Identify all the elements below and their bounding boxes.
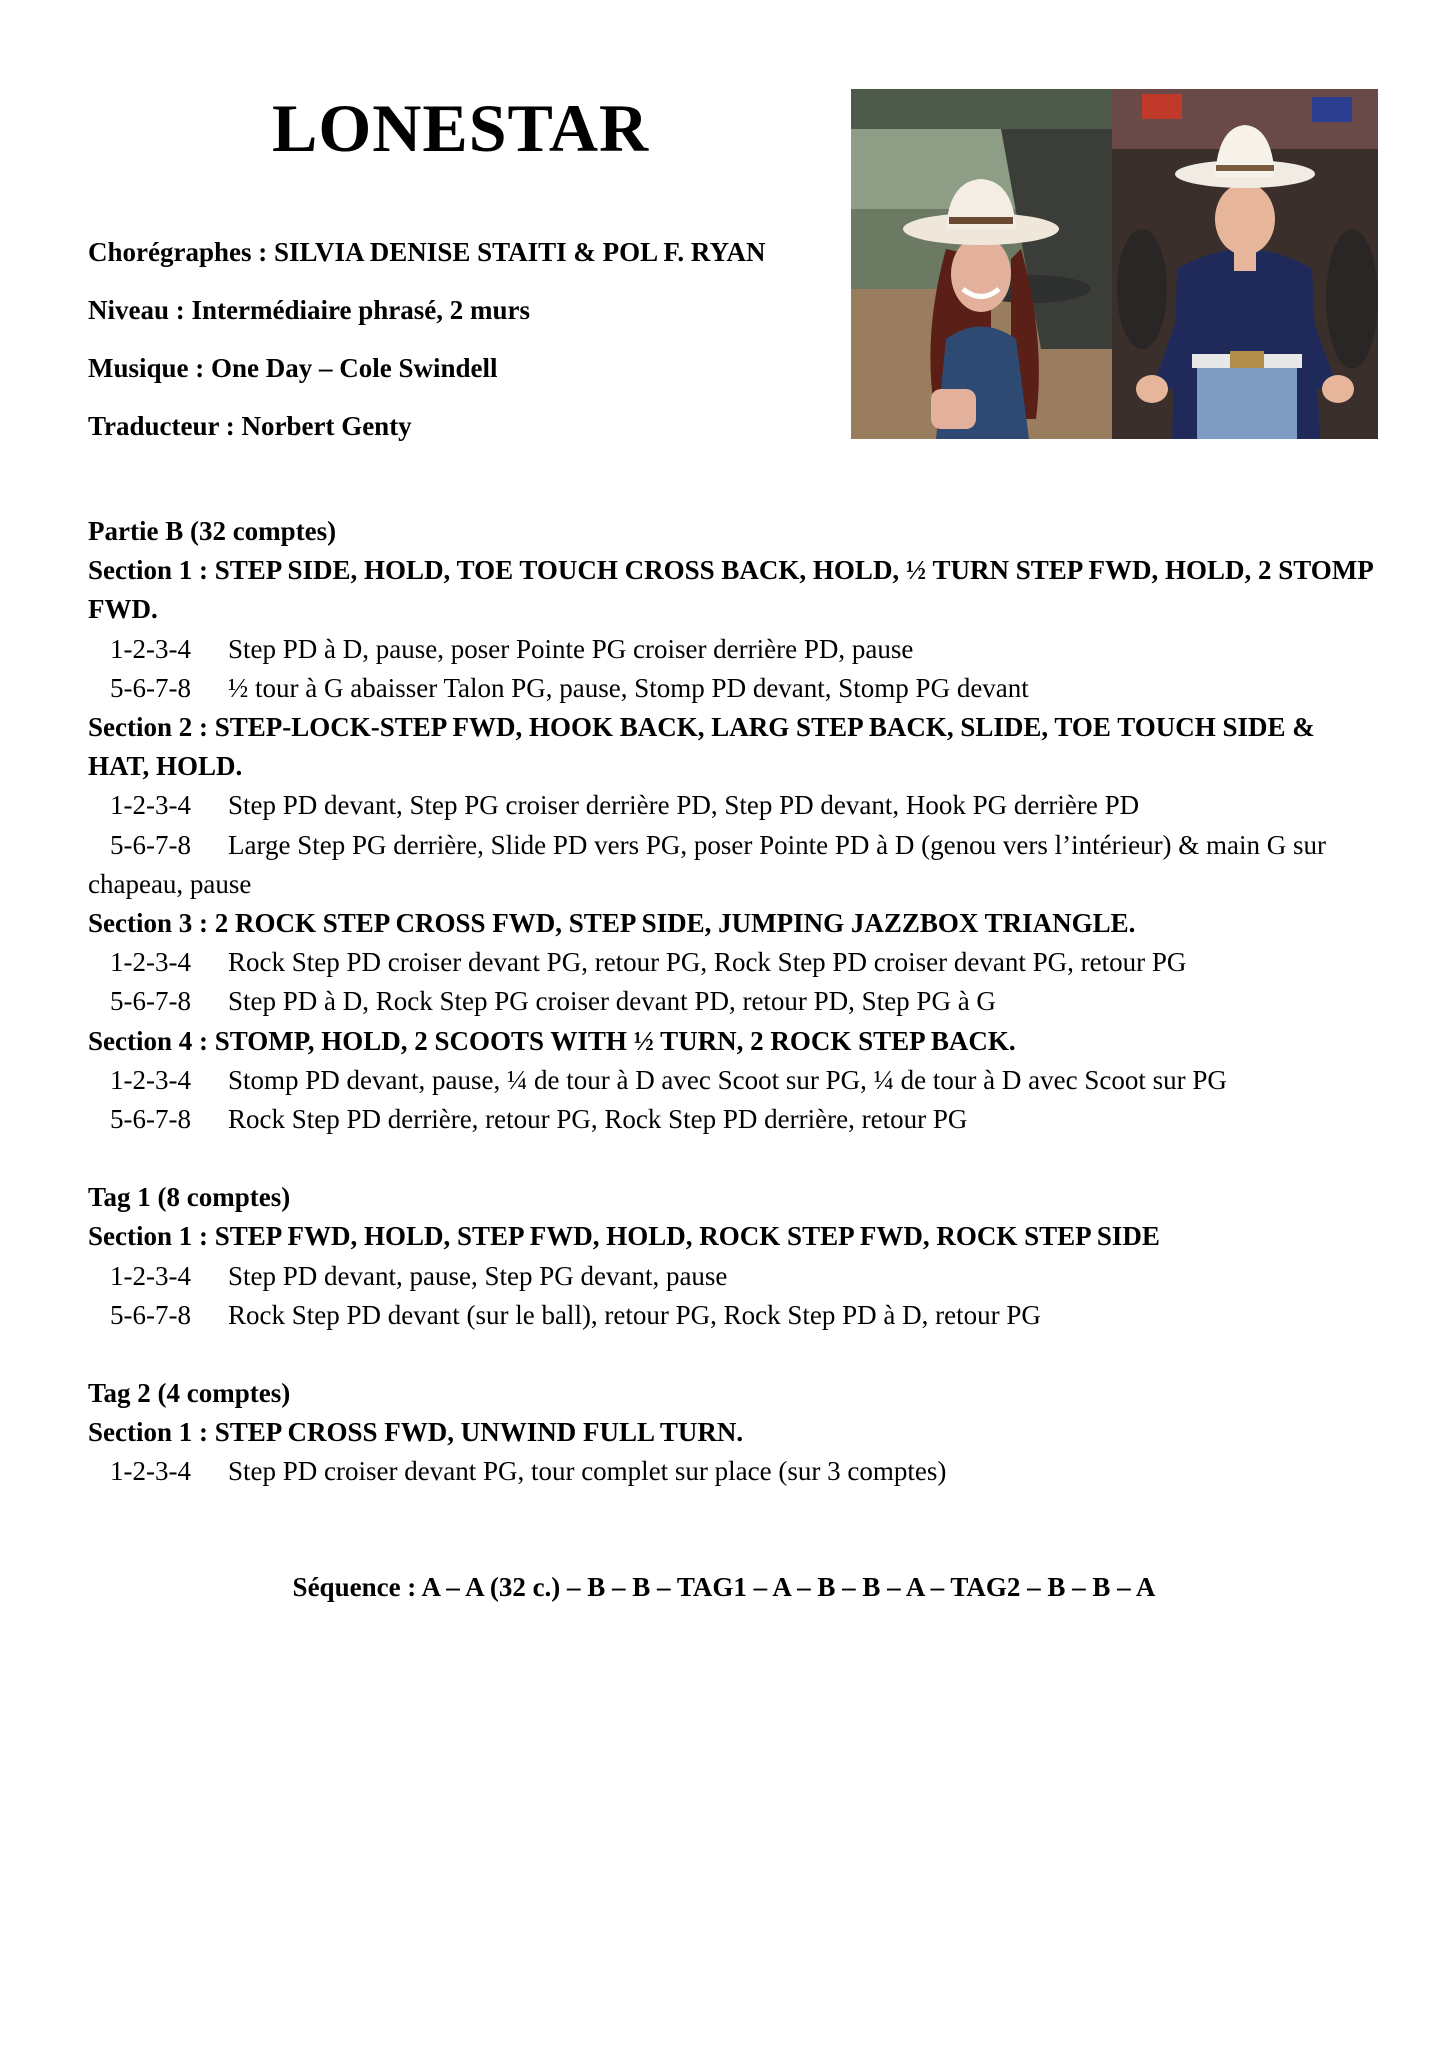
step-count: 1-2-3-4 [110,633,191,664]
step-description: Step PD à D, Rock Step PG croiser devant PD, retour PD, Step PG à G [228,986,996,1017]
step-row [88,826,1378,904]
step-description: Rock Step PD derrière, retour PG, Rock Step PD derrière, retour PG [228,1104,968,1135]
section-title: Section 1 : STEP SIDE, HOLD, TOE TOUCH CROSS BACK, HOLD, ½ TURN STEP FWD, HOLD, 2 STOMP FWD. [88,555,1373,625]
section-title: Section 2 : STEP-LOCK-STEP FWD, HOOK BACK, LARG STEP BACK, SLIDE, TOE TOUCH SIDE & HAT, HOLD. [88,712,1315,782]
page-title: LONESTAR [272,90,650,166]
step-description: Rock Step PD croiser devant PG, retour PG, Rock Step PD croiser devant PG, retour PG [228,947,1187,978]
dance-info [88,230,765,462]
step-row [88,1296,1378,1335]
step-count: 1-2-3-4 [110,1064,191,1095]
dance-content [88,512,1378,1492]
step-count: 1-2-3-4 [110,790,191,821]
choreographer-photos [851,89,1378,439]
step-description: Large Step PG derrière, Slide PD vers PG, poser Pointe PD à D (genou vers l’intérieur) & main G sur chapeau, pause [88,829,1327,899]
step-row [88,786,1378,825]
step-count: 5-6-7-8 [110,672,191,703]
music: Musique : One Day – Cole Swindell [88,353,498,383]
section-title: Section 1 : STEP CROSS FWD, UNWIND FULL TURN. [88,1417,744,1448]
section-title: Section 4 : STOMP, HOLD, 2 SCOOTS WITH ½ TURN, 2 ROCK STEP BACK. [88,1025,1016,1056]
step-description: Step PD à D, pause, poser Pointe PG croiser derrière PD, pause [228,633,914,664]
step-count: 5-6-7-8 [110,1299,191,1330]
level: Niveau : Intermédiaire phrasé, 2 murs [88,295,530,325]
step-row [88,943,1378,982]
step-row [88,1061,1378,1100]
step-count: 5-6-7-8 [110,986,191,1017]
step-count: 1-2-3-4 [110,1260,191,1291]
step-row [88,1100,1378,1139]
dance-sequence: Séquence : A – A (32 c.) – B – B – TAG1 – A – B – B – A – TAG2 – B – B – A [292,1572,1156,1602]
step-description: ½ tour à G abaisser Talon PG, pause, Stomp PD devant, Stomp PG devant [228,672,1029,703]
step-count: 5-6-7-8 [110,829,191,860]
spacer [88,1139,1378,1178]
choreographers: Chorégraphes : SILVIA DENISE STAITI & POL F. RYAN [88,237,766,267]
step-description: Step PD croiser devant PG, tour complet sur place (sur 3 comptes) [228,1456,947,1487]
section-title: Section 1 : STEP FWD, HOLD, STEP FWD, HOLD, ROCK STEP FWD, ROCK STEP SIDE [88,1221,1160,1252]
step-row [88,669,1378,708]
choreographer-photo-man [1112,89,1378,439]
step-row [88,1452,1378,1491]
step-description: Stomp PD devant, pause, ¼ de tour à D avec Scoot sur PG, ¼ de tour à D avec Scoot sur PG [228,1064,1227,1095]
spacer [88,1335,1378,1374]
part-b-heading: Partie B (32 comptes) [88,516,337,546]
translator: Traducteur : Norbert Genty [88,411,412,441]
step-description: Step PD devant, Step PG croiser derrière PD, Step PD devant, Hook PG derrière PD [228,790,1140,821]
step-description: Rock Step PD devant (sur le ball), retour PG, Rock Step PD à D, retour PG [228,1299,1041,1330]
step-count: 1-2-3-4 [110,1456,191,1487]
step-row [88,1257,1378,1296]
step-description: Step PD devant, pause, Step PG devant, pause [228,1260,728,1291]
tag1-heading: Tag 1 (8 comptes) [88,1182,291,1213]
step-row [88,630,1378,669]
step-count: 5-6-7-8 [110,1104,191,1135]
step-count: 1-2-3-4 [110,947,191,978]
tag2-heading: Tag 2 (4 comptes) [88,1378,291,1409]
step-row [88,982,1378,1021]
section-title: Section 3 : 2 ROCK STEP CROSS FWD, STEP SIDE, JUMPING JAZZBOX TRIANGLE. [88,908,1136,939]
choreographer-photo-woman [851,89,1112,439]
